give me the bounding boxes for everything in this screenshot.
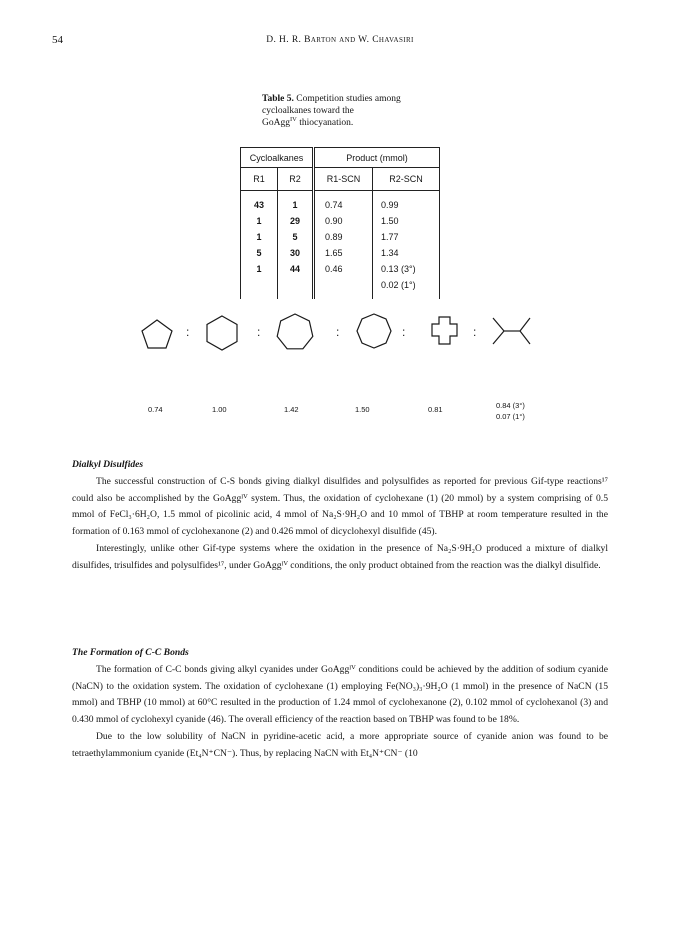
col-header-r1-scn: R1-SCN	[314, 168, 373, 191]
cell-r2-scn: 0.13 (3°)	[373, 261, 440, 277]
col-group-cycloalkanes: Cycloalkanes	[241, 148, 314, 168]
ratio-separator: :	[186, 325, 190, 339]
cell-r2: 30	[278, 245, 314, 261]
relative-reactivity-value: 0.81	[428, 405, 443, 414]
cell-r2: 1	[278, 191, 314, 214]
cell-r2-scn: 1.50	[373, 213, 440, 229]
cell-r1-scn: 1.65	[314, 245, 373, 261]
table-label: Table 5.	[262, 94, 294, 104]
cell-r1-scn: 0.89	[314, 229, 373, 245]
cell-r2-scn: 0.99	[373, 191, 440, 214]
relative-reactivity-value: 1.00	[212, 405, 227, 414]
page-number: 54	[52, 34, 63, 46]
caption-line-1: Competition studies among	[296, 94, 401, 104]
cell-r1-scn: 0.46	[314, 261, 373, 277]
section-heading	[72, 457, 608, 474]
relative-reactivity-value: 0.74	[148, 405, 163, 414]
col-header-r1: R1	[241, 168, 278, 191]
running-head-text: D. H. R. Barton and W. Chavasiri	[266, 35, 414, 45]
caption-line-3-sup: IV	[289, 115, 297, 123]
isobutane-tail-icon	[520, 318, 530, 344]
section-heading-text: Dialkyl Disulfides	[72, 459, 144, 470]
cell-r1: 1	[241, 213, 278, 229]
relative-reactivity-tertiary: 0.84 (3°)	[496, 401, 525, 410]
col-header-r2-scn: R2-SCN	[373, 168, 440, 191]
cell-r2: 29	[278, 213, 314, 229]
cyclooctane-icon	[357, 314, 391, 348]
paragraph: Interestingly, unlike other Gif-type systems where the oxidation in the presence of Na₂S·9H₂O produced a mixture of dialkyl disulfides, trisulfides and polysulfides¹⁷, under GoAggᴵⱽ conditions, the only product obtained from the reaction was the dialkyl disulfide.	[72, 542, 608, 571]
ratio-separator: :	[336, 325, 340, 339]
cell-r2-scn: 1.34	[373, 245, 440, 261]
section-heading-text: The Formation of C-C Bonds	[72, 647, 189, 658]
cell-r1: 5	[241, 245, 278, 261]
cycloheptane-icon	[277, 314, 313, 349]
caption-line-2: cycloalkanes toward the	[262, 106, 354, 116]
cyclododecane-icon	[432, 317, 457, 344]
ratio-separator: :	[257, 325, 261, 339]
cell-r1: 1	[241, 261, 278, 277]
relative-reactivity-primary: 0.07 (1°)	[496, 412, 525, 421]
ratio-separator: :	[473, 325, 477, 339]
relative-reactivity-value: 1.42	[284, 405, 299, 414]
col-group-product: Product (mmol)	[314, 148, 440, 168]
section-heading	[72, 645, 608, 662]
cell-r1-scn: 0.74	[314, 191, 373, 214]
caption-line-3-post: thiocyanation.	[296, 118, 354, 128]
cell-r2-scn-extra: 0.02 (1°)	[373, 277, 440, 299]
cell-r1: 1	[241, 229, 278, 245]
cell-r2-scn: 1.77	[373, 229, 440, 245]
cyclohexane-icon	[207, 316, 237, 350]
ratio-separator: :	[402, 325, 406, 339]
paragraph: Due to the low solubility of NaCN in pyridine-acetic acid, a more appropriate source of cyanide anion was found to be tetraethylammonium cyanide (Et₄N⁺CN⁻). Thus, by replacing NaCN with Et₄N⁺CN⁻ (10	[72, 730, 608, 759]
caption-line-3-pre: GoAgg	[262, 118, 290, 128]
cell-r1: 43	[241, 191, 278, 214]
relative-reactivity-value: 1.50	[355, 405, 370, 414]
cell-r2: 44	[278, 261, 314, 277]
cell-r1-scn: 0.90	[314, 213, 373, 229]
paragraph: The successful construction of C-S bonds giving dialkyl disulfides and polysulfides as reported for previous Gif-type reactions¹⁷ could also be accomplished by the GoAggᴵⱽ system. Thus, the oxidation of cyclohexane (1) (20 mmol) by a system comprising of 0.5 mmol of FeCl₃·6H₂O, 1.5 mmol of picolinic acid, 4 mmol of Na₂S·9H₂O and 10 mmol of TBHP at room temperature resulted in the formation of 0.163 mmol of cyclohexanone (2) and 0.426 mmol of dicyclohexyl disulfide (45).	[72, 475, 608, 538]
isobutane-icon	[493, 318, 504, 344]
paragraph: The formation of C-C bonds giving alkyl cyanides under GoAggᴵⱽ conditions could be achieved by the addition of sodium cyanide (NaCN) to the oxidation system. The oxidation of cyclohexane (1) employing Fe(NO₃)₃·9H₂O (1 mmol) in the presence of NaCN (15 mmol) and TBHP (10 mmol) at 60°C resulted in the production of 1.24 mmol of cyclohexanone (2), 0.102 mmol of cyclohexanol (3) and 0.430 mmol of cyclohexyl cyanide (46). The overall efficiency of the reaction based on TBHP was found to be 18%.	[72, 663, 608, 726]
section-cc-bonds	[72, 645, 608, 763]
section-dialkyl-disulfides	[72, 457, 608, 575]
col-header-r2: R2	[278, 168, 314, 191]
cell-r2: 5	[278, 229, 314, 245]
cyclopentane-icon	[142, 320, 172, 348]
